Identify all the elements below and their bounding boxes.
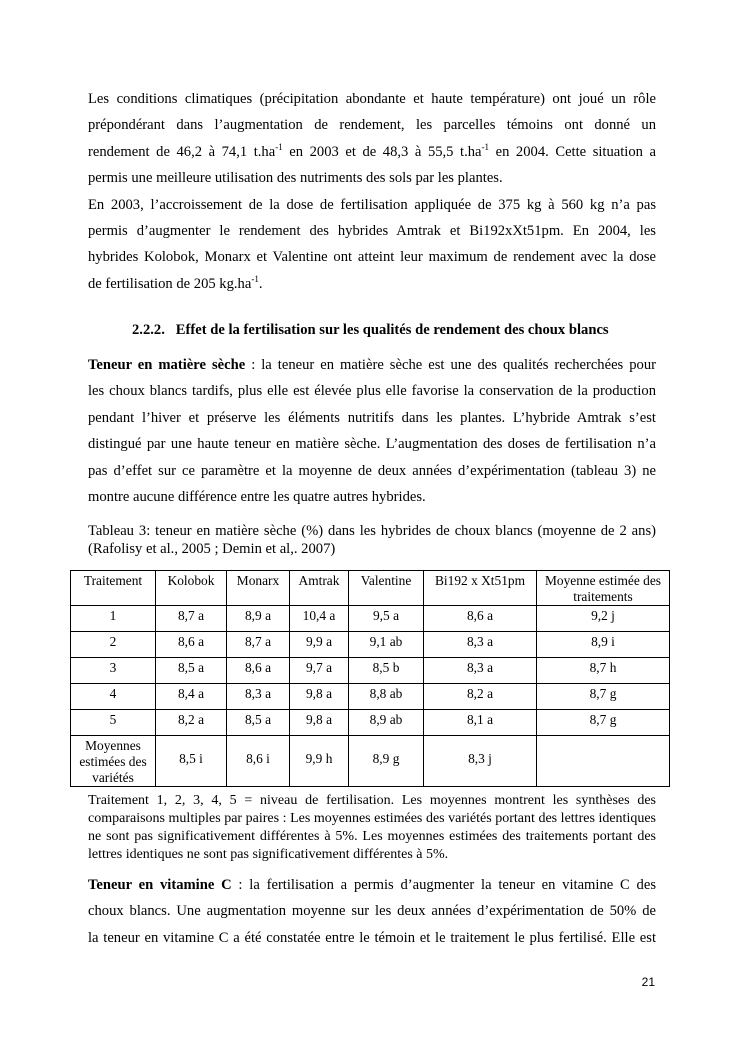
table-row	[71, 658, 670, 684]
cell: 8,7 a	[156, 606, 227, 632]
text-line: Teneur en vitamine C : la fertilisation a permis d’augmenter la teneur en vitamine C des	[88, 877, 657, 893]
cell: 8,7 g	[537, 684, 670, 710]
section-title: Effet de la fertilisation sur les qualités de rendement des choux blancs	[175, 322, 609, 338]
table-row-varieties-mean	[71, 736, 670, 787]
table-row	[71, 632, 670, 658]
cell	[537, 736, 670, 787]
cell: 9,8 a	[290, 684, 349, 710]
text-line: hybrides Kolobok, Monarx et Valentine ont atteint leur maximum de rendement avec la dose	[88, 249, 656, 266]
header-cell: Amtrak	[290, 571, 349, 606]
header-cell: Moyenne estimée des traitements	[537, 571, 670, 606]
cell: 8,4 a	[156, 684, 227, 710]
cell: 8,9 i	[537, 632, 670, 658]
paragraph-vitamin-c	[88, 872, 656, 951]
cell: 8,6 a	[424, 606, 537, 632]
cell: 8,9 a	[227, 606, 290, 632]
cell: 8,3 j	[424, 736, 537, 787]
text-line: Teneur en matière sèche : la teneur en matière sèche est une des qualités recherchées pour	[88, 357, 656, 373]
cell: 8,7 h	[537, 658, 670, 684]
page-number: 21	[641, 975, 655, 989]
text-line: de fertilisation de 205 $kg.ha^{-1}$.	[88, 273, 263, 292]
cell: 9,1 ab	[349, 632, 424, 658]
text-line: les choux blancs tardifs, plus elle est élevée plus elle favorise la conservation de la production	[88, 383, 656, 400]
cell: 8,9 g	[349, 736, 424, 787]
cell: 8,7 a	[227, 632, 290, 658]
cell: 2	[71, 632, 156, 658]
text-line: rendement de 46,2 à 74,1 $t.ha^{-1}$ en 2003 et de 48,3 à 55,5 $t.ha^{-1}$ en 2004. Cette situation a	[88, 141, 656, 160]
header-cell: Valentine	[349, 571, 424, 606]
cell: 10,4 a	[290, 606, 349, 632]
text-line: prépondérant dans l’augmentation de rendement, les parcelles témoins ont donné un	[88, 117, 656, 134]
table-note: Traitement 1, 2, 3, 4, 5 = niveau de fertilisation. Les moyennes montrent les synthèses des comparaisons multiples par paires : Les moyennes estimées des variétés portant des lettres identiques ne sont pas significativement différentes à 5%. Les moyennes estimées des traitements portant des lettres identiques ne sont pas significativement différentes à 5%.	[88, 793, 656, 862]
cell: 9,7 a	[290, 658, 349, 684]
table-row	[71, 710, 670, 736]
cell: 4	[71, 684, 156, 710]
text-line: pas d’effet sur ce paramètre et la moyenne de deux années d’expérimentation (tableau 3) ne	[88, 462, 656, 479]
cell: 8,5 b	[349, 658, 424, 684]
cell: 9,5 a	[349, 606, 424, 632]
cell: 9,9 h	[290, 736, 349, 787]
cell: 8,3 a	[424, 632, 537, 658]
cell: 8,6 a	[227, 658, 290, 684]
cell: 9,2 j	[537, 606, 670, 632]
table-header-row	[71, 571, 670, 606]
header-cell: Bi192 x Xt51pm	[424, 571, 537, 606]
cell: 8,6 a	[156, 632, 227, 658]
text-line: distingué par une haute teneur en matière sèche. L’augmentation des doses de fertilisation n’a	[88, 436, 656, 453]
cell: 8,1 a	[424, 710, 537, 736]
text-line: montre aucune différence entre les quatre autres hybrides.	[88, 489, 426, 506]
cell: 8,8 ab	[349, 684, 424, 710]
text-line: permis d’augmenter le rendement des hybrides Amtrak et Bi192xXt51pm. En 2004, les	[88, 223, 656, 240]
text-line: Les conditions climatiques (précipitation abondante et haute température) ont joué un rôle	[88, 91, 656, 107]
section-number: 2.2.2.	[132, 322, 165, 338]
table-row	[71, 606, 670, 632]
cell: 8,5 a	[156, 658, 227, 684]
cell: 8,3 a	[227, 684, 290, 710]
text-line: la teneur en vitamine C a été constatée entre le témoin et le traitement le plus fertilisé. Elle est	[88, 929, 656, 946]
section-heading	[132, 322, 609, 339]
header-cell: Kolobok	[156, 571, 227, 606]
cell: 8,2 a	[156, 710, 227, 736]
cell: 8,9 ab	[349, 710, 424, 736]
cell: 5	[71, 710, 156, 736]
cell: 3	[71, 658, 156, 684]
text-line: choux blancs. Une augmentation moyenne sur les deux années d’expérimentation de 50% de	[88, 903, 656, 920]
text-line: permis une meilleure utilisation des nutriments des sols par les plantes.	[88, 170, 503, 187]
cell: 1	[71, 606, 156, 632]
header-cell: Monarx	[227, 571, 290, 606]
cell: 8,7 g	[537, 710, 670, 736]
table-caption: Tableau 3: teneur en matière sèche (%) dans les hybrides de choux blancs (moyenne de 2 ans) (Rafolisy et al., 2005 ; Demin et al,. 2007)	[88, 523, 656, 557]
header-cell: Traitement	[71, 571, 156, 606]
paragraph-climate	[88, 86, 656, 297]
cell: 8,3 a	[424, 658, 537, 684]
text-line: En 2003, l’accroissement de la dose de fertilisation appliquée de 375 kg à 560 kg n’a pas	[88, 196, 656, 213]
cell: 8,5 i	[156, 736, 227, 787]
cell: 8,5 a	[227, 710, 290, 736]
cell: Moyennes estimées des variétés	[71, 736, 156, 787]
cell: 8,6 i	[227, 736, 290, 787]
cell: 8,2 a	[424, 684, 537, 710]
text-line: pendant l’hiver et préserve les éléments nutritifs dans les plantes. L’hybride Amtrak s’est	[88, 409, 656, 426]
table-row	[71, 684, 670, 710]
dry-matter-table	[70, 570, 670, 787]
cell: 9,8 a	[290, 710, 349, 736]
paragraph-dry-matter	[88, 352, 656, 510]
cell: 9,9 a	[290, 632, 349, 658]
